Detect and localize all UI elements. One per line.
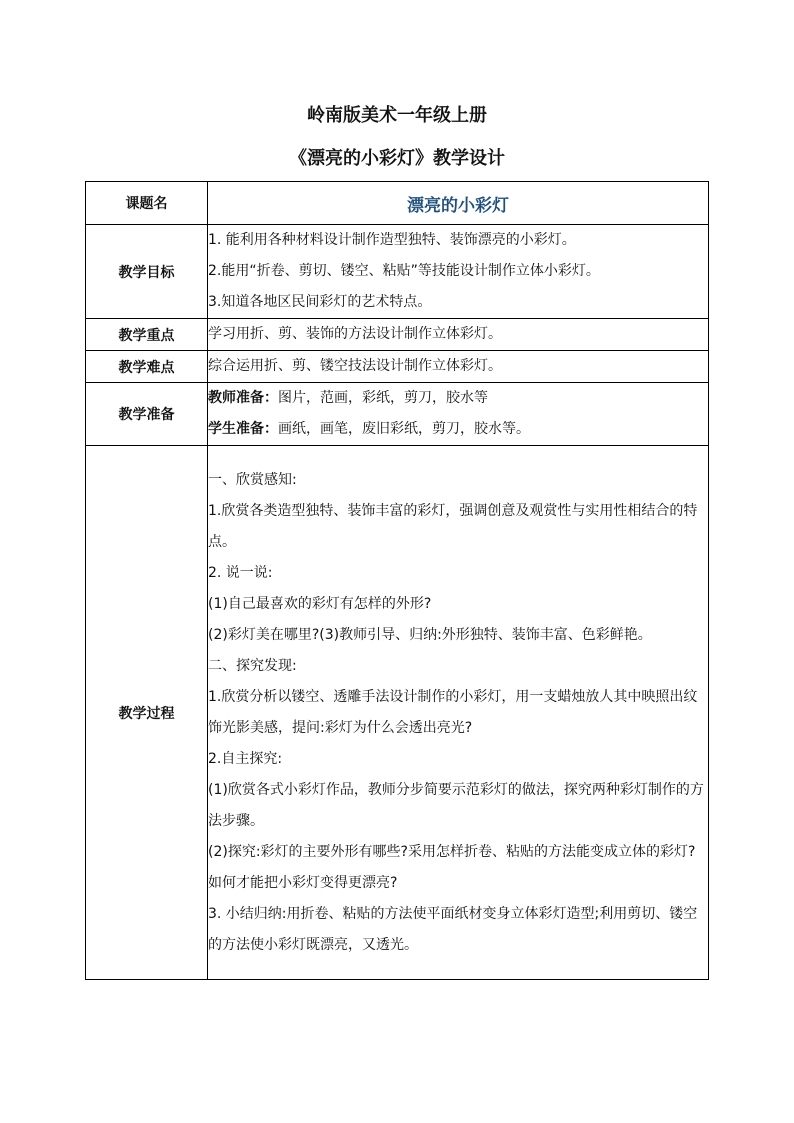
process-paragraph: 2. 说一说: <box>208 564 273 581</box>
goal-item: 3.知道各地区民间彩灯的艺术特点。 <box>208 294 432 310</box>
goal-item: 2.能用“折卷、剪切、镂空、粘贴”等技能设计制作立体小彩灯。 <box>208 263 600 279</box>
table-row-goals <box>86 225 709 319</box>
student-preparation-label: 学生准备： <box>208 421 278 437</box>
goals-label: 教学目标 <box>86 225 208 319</box>
teacher-preparation <box>208 383 708 414</box>
teacher-preparation-value: 图片，范画，彩纸，剪刀，胶水等 <box>278 390 488 406</box>
table-row-difficulty <box>86 351 709 383</box>
process-paragraph: (2)彩灯美在哪里?(3)教师引导、归纳:外形独特、装饰丰富、色彩鲜艳。 <box>208 626 652 643</box>
table-row-key-points <box>86 319 709 351</box>
goal-item: 1. 能利用各种材料设计制作造型独特、装饰漂亮的小彩灯。 <box>208 232 576 248</box>
goals-content <box>208 225 709 319</box>
process-paragraph: 1.欣赏各类造型独特、装饰丰富的彩灯，强调创意及观赏性与实用性相结合的特点。 <box>208 502 698 550</box>
process-content <box>208 446 709 980</box>
table-row-preparation <box>86 383 709 446</box>
preparation-content <box>208 383 709 446</box>
difficulty-label: 教学难点 <box>86 351 208 383</box>
process-paragraph: (1)自己最喜欢的彩灯有怎样的外形? <box>208 595 432 612</box>
course-label: 课题名 <box>86 182 208 225</box>
key-points-content: 学习用折、剪、装饰的方法设计制作立体彩灯。 <box>208 319 709 351</box>
table-row-course <box>86 182 709 225</box>
course-title: 漂亮的小彩灯 <box>208 182 709 225</box>
lesson-plan-table <box>85 181 709 980</box>
document-title: 岭南版美术一年级上册 <box>307 105 487 126</box>
student-preparation-value: 画纸，画笔，废旧彩纸，剪刀，胶水等。 <box>278 421 530 437</box>
process-heading: 一、欣赏感知: <box>208 471 297 488</box>
key-points-label: 教学重点 <box>86 319 208 351</box>
teacher-preparation-label: 教师准备： <box>208 390 278 406</box>
process-label: 教学过程 <box>86 446 208 980</box>
process-paragraph: 1.欣赏分析以镂空、透雕手法设计制作的小彩灯，用一支蜡烛放人其中映照出纹饰光影美感，提问:彩灯为什么会透出亮光? <box>208 688 698 736</box>
process-heading: 二、探究发现: <box>208 657 297 674</box>
process-paragraph: (2)探究:彩灯的主要外形有哪些?采用怎样折卷、粘贴的方法能变成立体的彩灯?如何才能把小彩灯变得更漂亮? <box>208 843 696 891</box>
student-preparation <box>208 414 708 445</box>
process-paragraph: 2.自主探究: <box>208 750 283 767</box>
table-row-process <box>86 446 709 980</box>
preparation-label: 教学准备 <box>86 383 208 446</box>
document-subtitle: 《漂亮的小彩灯》教学设计 <box>289 148 505 169</box>
process-paragraph: (1)欣赏各式小彩灯作品，教师分步简要示范彩灯的做法，探究两种彩灯制作的方法步骤。 <box>208 781 704 829</box>
process-paragraph: 3. 小结归纳:用折卷、粘贴的方法使平面纸材变身立体彩灯造型;利用剪切、镂空的方法使小彩灯既漂亮，又透光。 <box>208 905 698 953</box>
difficulty-content: 综合运用折、剪、镂空技法设计制作立体彩灯。 <box>208 351 709 383</box>
